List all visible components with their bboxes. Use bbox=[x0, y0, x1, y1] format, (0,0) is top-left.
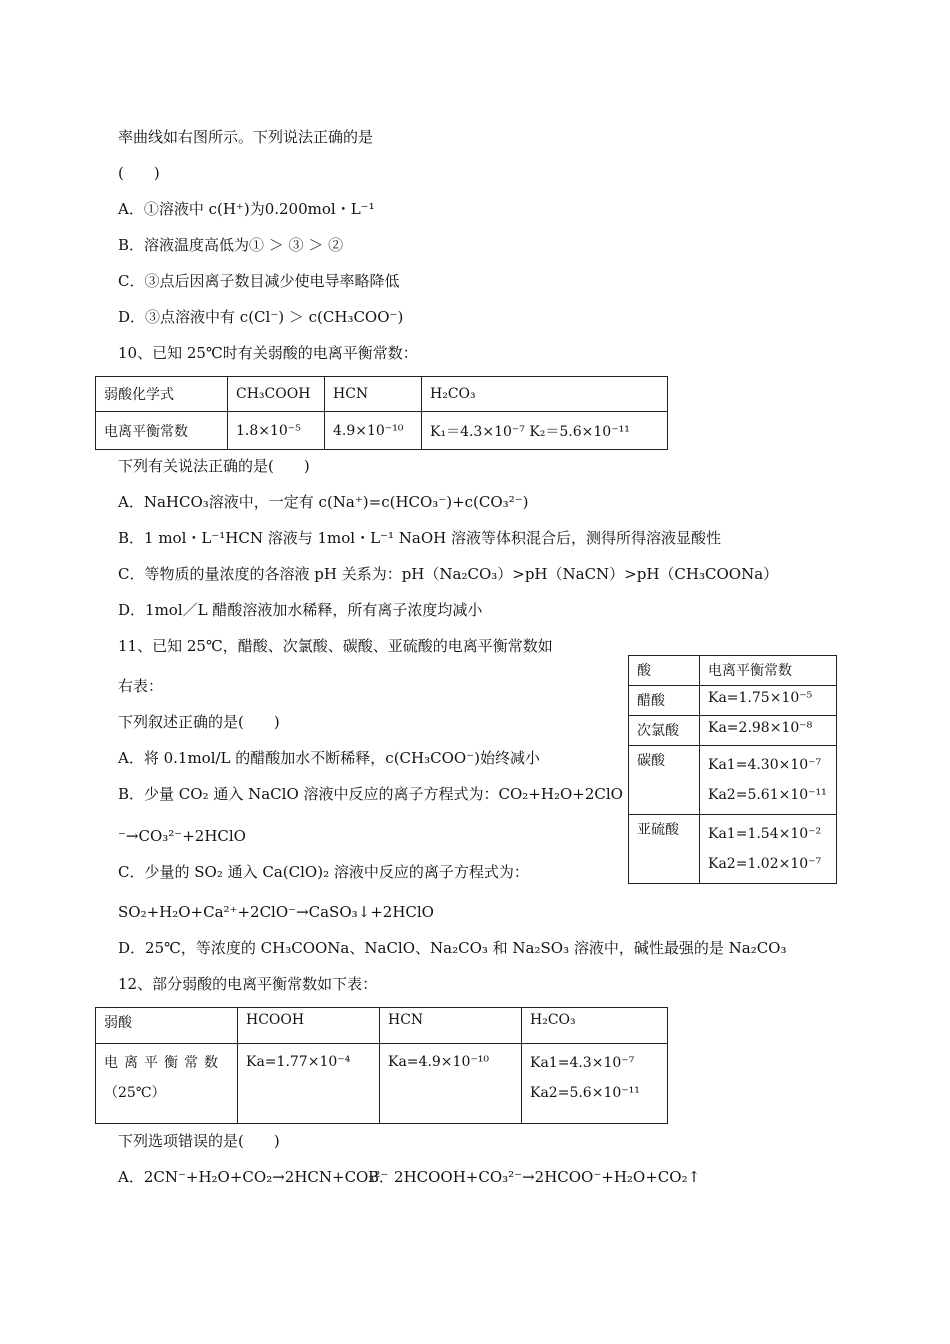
q11-acid-hypochlorous: 次氯酸 bbox=[629, 716, 700, 746]
q12-prompt: 下列选项错误的是( ) bbox=[118, 1132, 280, 1150]
q9-answer-paren: ( ) bbox=[118, 164, 160, 182]
q12-cell-header-label: 弱酸 bbox=[96, 1008, 238, 1044]
q11-stem: 11、已知 25℃，醋酸、次氯酸、碳酸、亚硫酸的电离平衡常数如 bbox=[118, 637, 553, 655]
q10-cell-ch3cooh: CH₃COOH bbox=[228, 377, 325, 412]
q11-option-b-line2: ⁻→CO₃²⁻+2HClO bbox=[118, 827, 246, 845]
q11-acid-acetic: 醋酸 bbox=[629, 686, 700, 716]
q9-stem-tail: 率曲线如右图所示。下列说法正确的是 bbox=[118, 128, 374, 146]
q11-option-c-line2: SO₂+H₂O+Ca²⁺+2ClO⁻→CaSO₃↓+2HClO bbox=[118, 903, 434, 921]
q11-header-constant: 电离平衡常数 bbox=[700, 656, 837, 686]
q11-option-b-line1: B．少量 CO₂ 通入 NaClO 溶液中反应的离子方程式为：CO₂+H₂O+2ClO bbox=[118, 785, 623, 803]
q11-k-carbonic bbox=[700, 746, 837, 815]
q10-cell-header-label: 弱酸化学式 bbox=[96, 377, 228, 412]
q12-h2co3-k1: Ka1=4.3×10⁻⁷ bbox=[530, 1055, 635, 1071]
q11-stem-cont: 右表： bbox=[118, 677, 164, 695]
q11-acid-carbonic: 碳酸 bbox=[629, 746, 700, 815]
q10-cell-constant-label: 电离平衡常数 bbox=[96, 412, 228, 450]
q12-constant-label: 电离平衡常数 bbox=[104, 1055, 224, 1071]
q12-stem: 12、部分弱酸的电离平衡常数如下表： bbox=[118, 975, 378, 993]
q9-option-a: A．①溶液中 c(H⁺)为0.200mol・L⁻¹ bbox=[118, 200, 375, 218]
q11-k-sulfurous-1: Ka1=1.54×10⁻² bbox=[708, 826, 822, 842]
q10-cell-ch3cooh-k: 1.8×10⁻⁵ bbox=[228, 412, 325, 450]
q10-stem: 10、已知 25℃时有关弱酸的电离平衡常数： bbox=[118, 344, 418, 362]
q10-cell-h2co3-k: K₁＝4.3×10⁻⁷ K₂＝5.6×10⁻¹¹ bbox=[422, 412, 668, 450]
q12-constant-temp: （25℃） bbox=[104, 1085, 166, 1101]
q12-cell-hcn-k: Ka=4.9×10⁻¹⁰ bbox=[380, 1044, 522, 1124]
q10-prompt: 下列有关说法正确的是( ) bbox=[118, 457, 310, 475]
q10-option-b: B．1 mol・L⁻¹HCN 溶液与 1mol・L⁻¹ NaOH 溶液等体积混合后，测得所得溶液显酸性 bbox=[118, 529, 721, 547]
q11-option-a: A．将 0.1mol/L 的醋酸加水不断稀释，c(CH₃COO⁻)始终减小 bbox=[118, 749, 540, 767]
q11-constants-table bbox=[628, 655, 837, 884]
q11-option-c-line1: C．少量的 SO₂ 通入 Ca(ClO)₂ 溶液中反应的离子方程式为： bbox=[118, 863, 529, 881]
q12-cell-hcooh-k: Ka=1.77×10⁻⁴ bbox=[238, 1044, 380, 1124]
q10-option-a: A．NaHCO₃溶液中，一定有 c(Na⁺)=c(HCO₃⁻)+c(CO₃²⁻) bbox=[118, 493, 529, 511]
q11-k-hypochlorous: Ka=2.98×10⁻⁸ bbox=[700, 716, 837, 746]
q11-k-sulfurous bbox=[700, 815, 837, 884]
q10-option-d: D．1mol／L 醋酸溶液加水稀释，所有离子浓度均减小 bbox=[118, 601, 483, 619]
q11-header-acid: 酸 bbox=[629, 656, 700, 686]
q11-k-carbonic-2: Ka2=5.61×10⁻¹¹ bbox=[708, 787, 827, 803]
q10-cell-h2co3: H₂CO₃ bbox=[422, 377, 668, 412]
q10-option-c: C．等物质的量浓度的各溶液 pH 关系为：pH（Na₂CO₃）>pH（NaCN）>pH（CH₃COONa） bbox=[118, 565, 779, 583]
q12-cell-hcooh: HCOOH bbox=[238, 1008, 380, 1044]
q9-option-b: B．溶液温度高低为① ＞ ③ ＞ ② bbox=[118, 236, 344, 254]
q10-cell-hcn: HCN bbox=[325, 377, 422, 412]
q12-cell-h2co3: H₂CO₃ bbox=[522, 1008, 668, 1044]
q9-option-d: D．③点溶液中有 c(Cl⁻) ＞ c(CH₃COO⁻) bbox=[118, 308, 404, 326]
q12-option-b: B．2HCOOH+CO₃²⁻→2HCOO⁻+H₂O+CO₂↑ bbox=[368, 1168, 701, 1186]
q12-cell-h2co3-k bbox=[522, 1044, 668, 1124]
q10-constants-table bbox=[95, 376, 668, 450]
q11-k-carbonic-1: Ka1=4.30×10⁻⁷ bbox=[708, 757, 822, 773]
q12-cell-hcn: HCN bbox=[380, 1008, 522, 1044]
q12-option-a: A．2CN⁻+H₂O+CO₂→2HCN+CO₃²⁻ bbox=[118, 1168, 389, 1186]
q12-h2co3-k2: Ka2=5.6×10⁻¹¹ bbox=[530, 1085, 640, 1101]
q12-cell-constant-label bbox=[96, 1044, 238, 1124]
q11-prompt: 下列叙述正确的是( ) bbox=[118, 713, 280, 731]
q11-acid-sulfurous: 亚硫酸 bbox=[629, 815, 700, 884]
q9-option-c: C．③点后因离子数目减少使电导率略降低 bbox=[118, 272, 400, 290]
q11-k-acetic: Ka=1.75×10⁻⁵ bbox=[700, 686, 837, 716]
q11-k-sulfurous-2: Ka2=1.02×10⁻⁷ bbox=[708, 856, 822, 872]
q11-option-d: D．25℃，等浓度的 CH₃COONa、NaClO、Na₂CO₃ 和 Na₂SO₃ 溶液中，碱性最强的是 Na₂CO₃ bbox=[118, 939, 787, 957]
q12-constants-table bbox=[95, 1007, 668, 1124]
q10-cell-hcn-k: 4.9×10⁻¹⁰ bbox=[325, 412, 422, 450]
